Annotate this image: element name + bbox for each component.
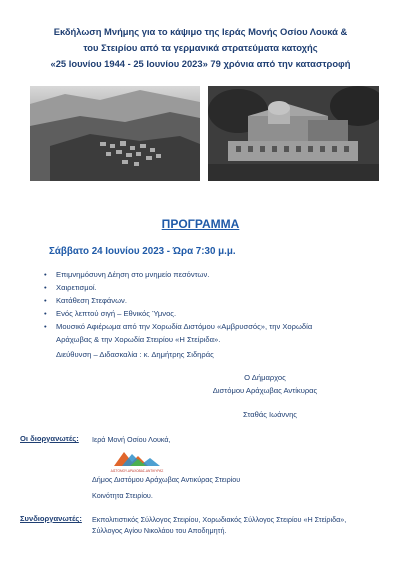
municipality-logo (108, 448, 166, 474)
logo-text: ΔΙΣΤΟΜΟΥ-ΑΡΑΧΩΒΑΣ-ΑΝΤΙΚΥΡΑΣ (110, 469, 164, 473)
list-item: • Μουσικό Αφιέρωμα από την Χορωδία Διστόμου «Αμβρυσσός», την Χορωδία (44, 320, 384, 333)
program-heading: ΠΡΟΓΡΑΜΜΑ (161, 217, 240, 231)
title-line-3: «25 Ιουνίου 1944 - 25 Ιουνίου 2023» 79 χρόνια από την καταστροφή (50, 58, 351, 69)
organizer-community: Κοινότητα Στειρίου. (92, 491, 153, 500)
list-item: • Χαιρετισμοί. (44, 281, 384, 294)
direction-line: Διεύθυνση – Διδασκαλία : κ. Δημήτρης Σιδηράς (56, 350, 214, 359)
monastery-photo (208, 86, 379, 181)
mayor-municipality: Διστόμου Αράχωβας Αντίκυρας (212, 386, 318, 395)
mayor-role: Ο Δήμαρχος (244, 373, 286, 382)
list-item: • Ενός λεπτού σιγή – Εθνικός Ύμνος. (44, 307, 384, 320)
event-title (12, 24, 389, 72)
program-list (44, 268, 384, 361)
village-photo (30, 86, 200, 181)
organizer-monastery: Ιερά Μονή Οσίου Λουκά, (92, 435, 171, 444)
co-organizer-line-2: Σύλλογος Αγίου Νικολάου του Αποδημητή. (92, 526, 227, 535)
list-item-continuation: Αράχωβας & την Χορωδία Στειρίου «Η Στείριδα». (56, 335, 221, 344)
title-line-2: του Στειρίου από τα γερμανικά στρατεύματα κατοχής (83, 42, 318, 53)
event-datetime: Σάββατο 24 Ιουνίου 2023 - Ώρα 7:30 μ.μ. (49, 246, 236, 257)
title-line-1: Εκδήλωση Μνήμης για το κάψιμο της Ιεράς Μονής Οσίου Λουκά & (53, 26, 348, 37)
list-item: • Κατάθεση Στεφάνων. (44, 294, 384, 307)
co-organizers-label: Συνδιοργανωτές: (20, 514, 82, 523)
organizers-label: Οι διοργανωτές: (20, 434, 79, 443)
organizer-municipality: Δήμος Διστόμου Αράχωβας Αντικύρας Στειρίου (92, 475, 241, 484)
co-organizer-line-1: Εκπολιτιστικός Σύλλογος Στειρίου, Χορωδιακός Σύλλογος Στειρίου «Η Στείριδα», (92, 515, 347, 524)
list-item: • Επιμνημόσυνη Δέηση στο μνημείο πεσόντων. (44, 268, 384, 281)
mayor-name: Σταθάς Ιωάννης (243, 410, 297, 419)
